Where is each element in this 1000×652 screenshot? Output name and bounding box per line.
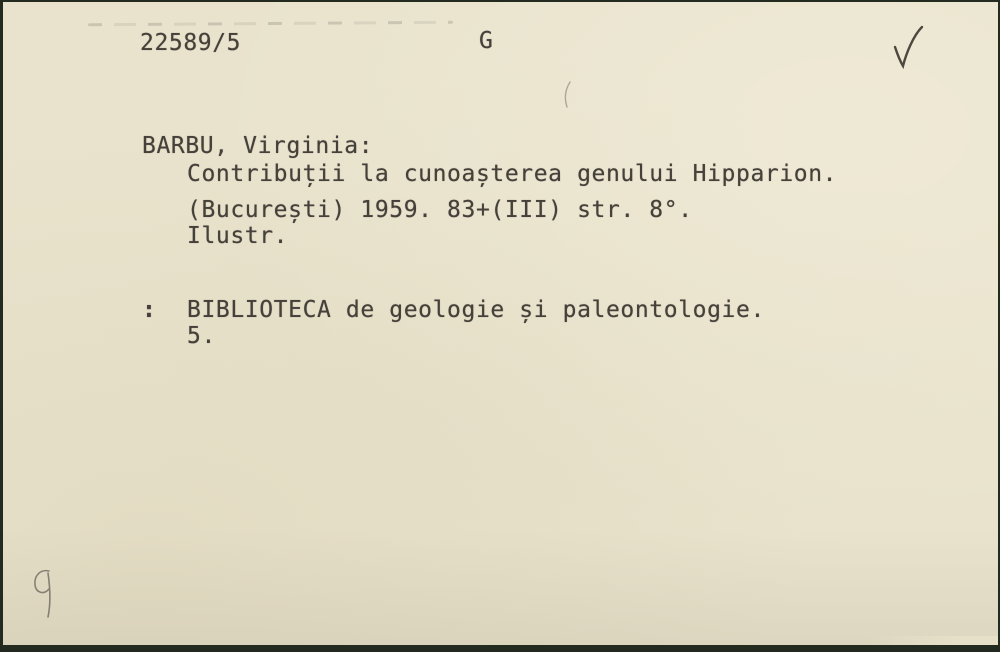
imprint-line: (București) 1959. 83+(III) str. 8°.	[187, 197, 693, 223]
series-line: BIBLIOTECA de geologie și paleontologie.	[187, 297, 765, 323]
pencil-smudge-line	[88, 21, 453, 27]
illustration-note: Ilustr.	[187, 223, 289, 249]
pencil-paren-mark	[557, 80, 577, 110]
section-letter: G	[479, 28, 494, 54]
pencil-loop-mark	[19, 565, 75, 627]
title-line: Contribuții la cunoașterea genului Hipparion.	[187, 161, 838, 187]
catalog-card	[3, 2, 998, 645]
author-line: BARBU, Virginia:	[142, 133, 374, 159]
call-number: 22589/5	[140, 30, 242, 56]
series-separator: :	[142, 297, 157, 323]
series-number: 5.	[187, 323, 216, 349]
scan-edge-fade	[868, 636, 998, 645]
checkmark-icon	[886, 22, 934, 74]
